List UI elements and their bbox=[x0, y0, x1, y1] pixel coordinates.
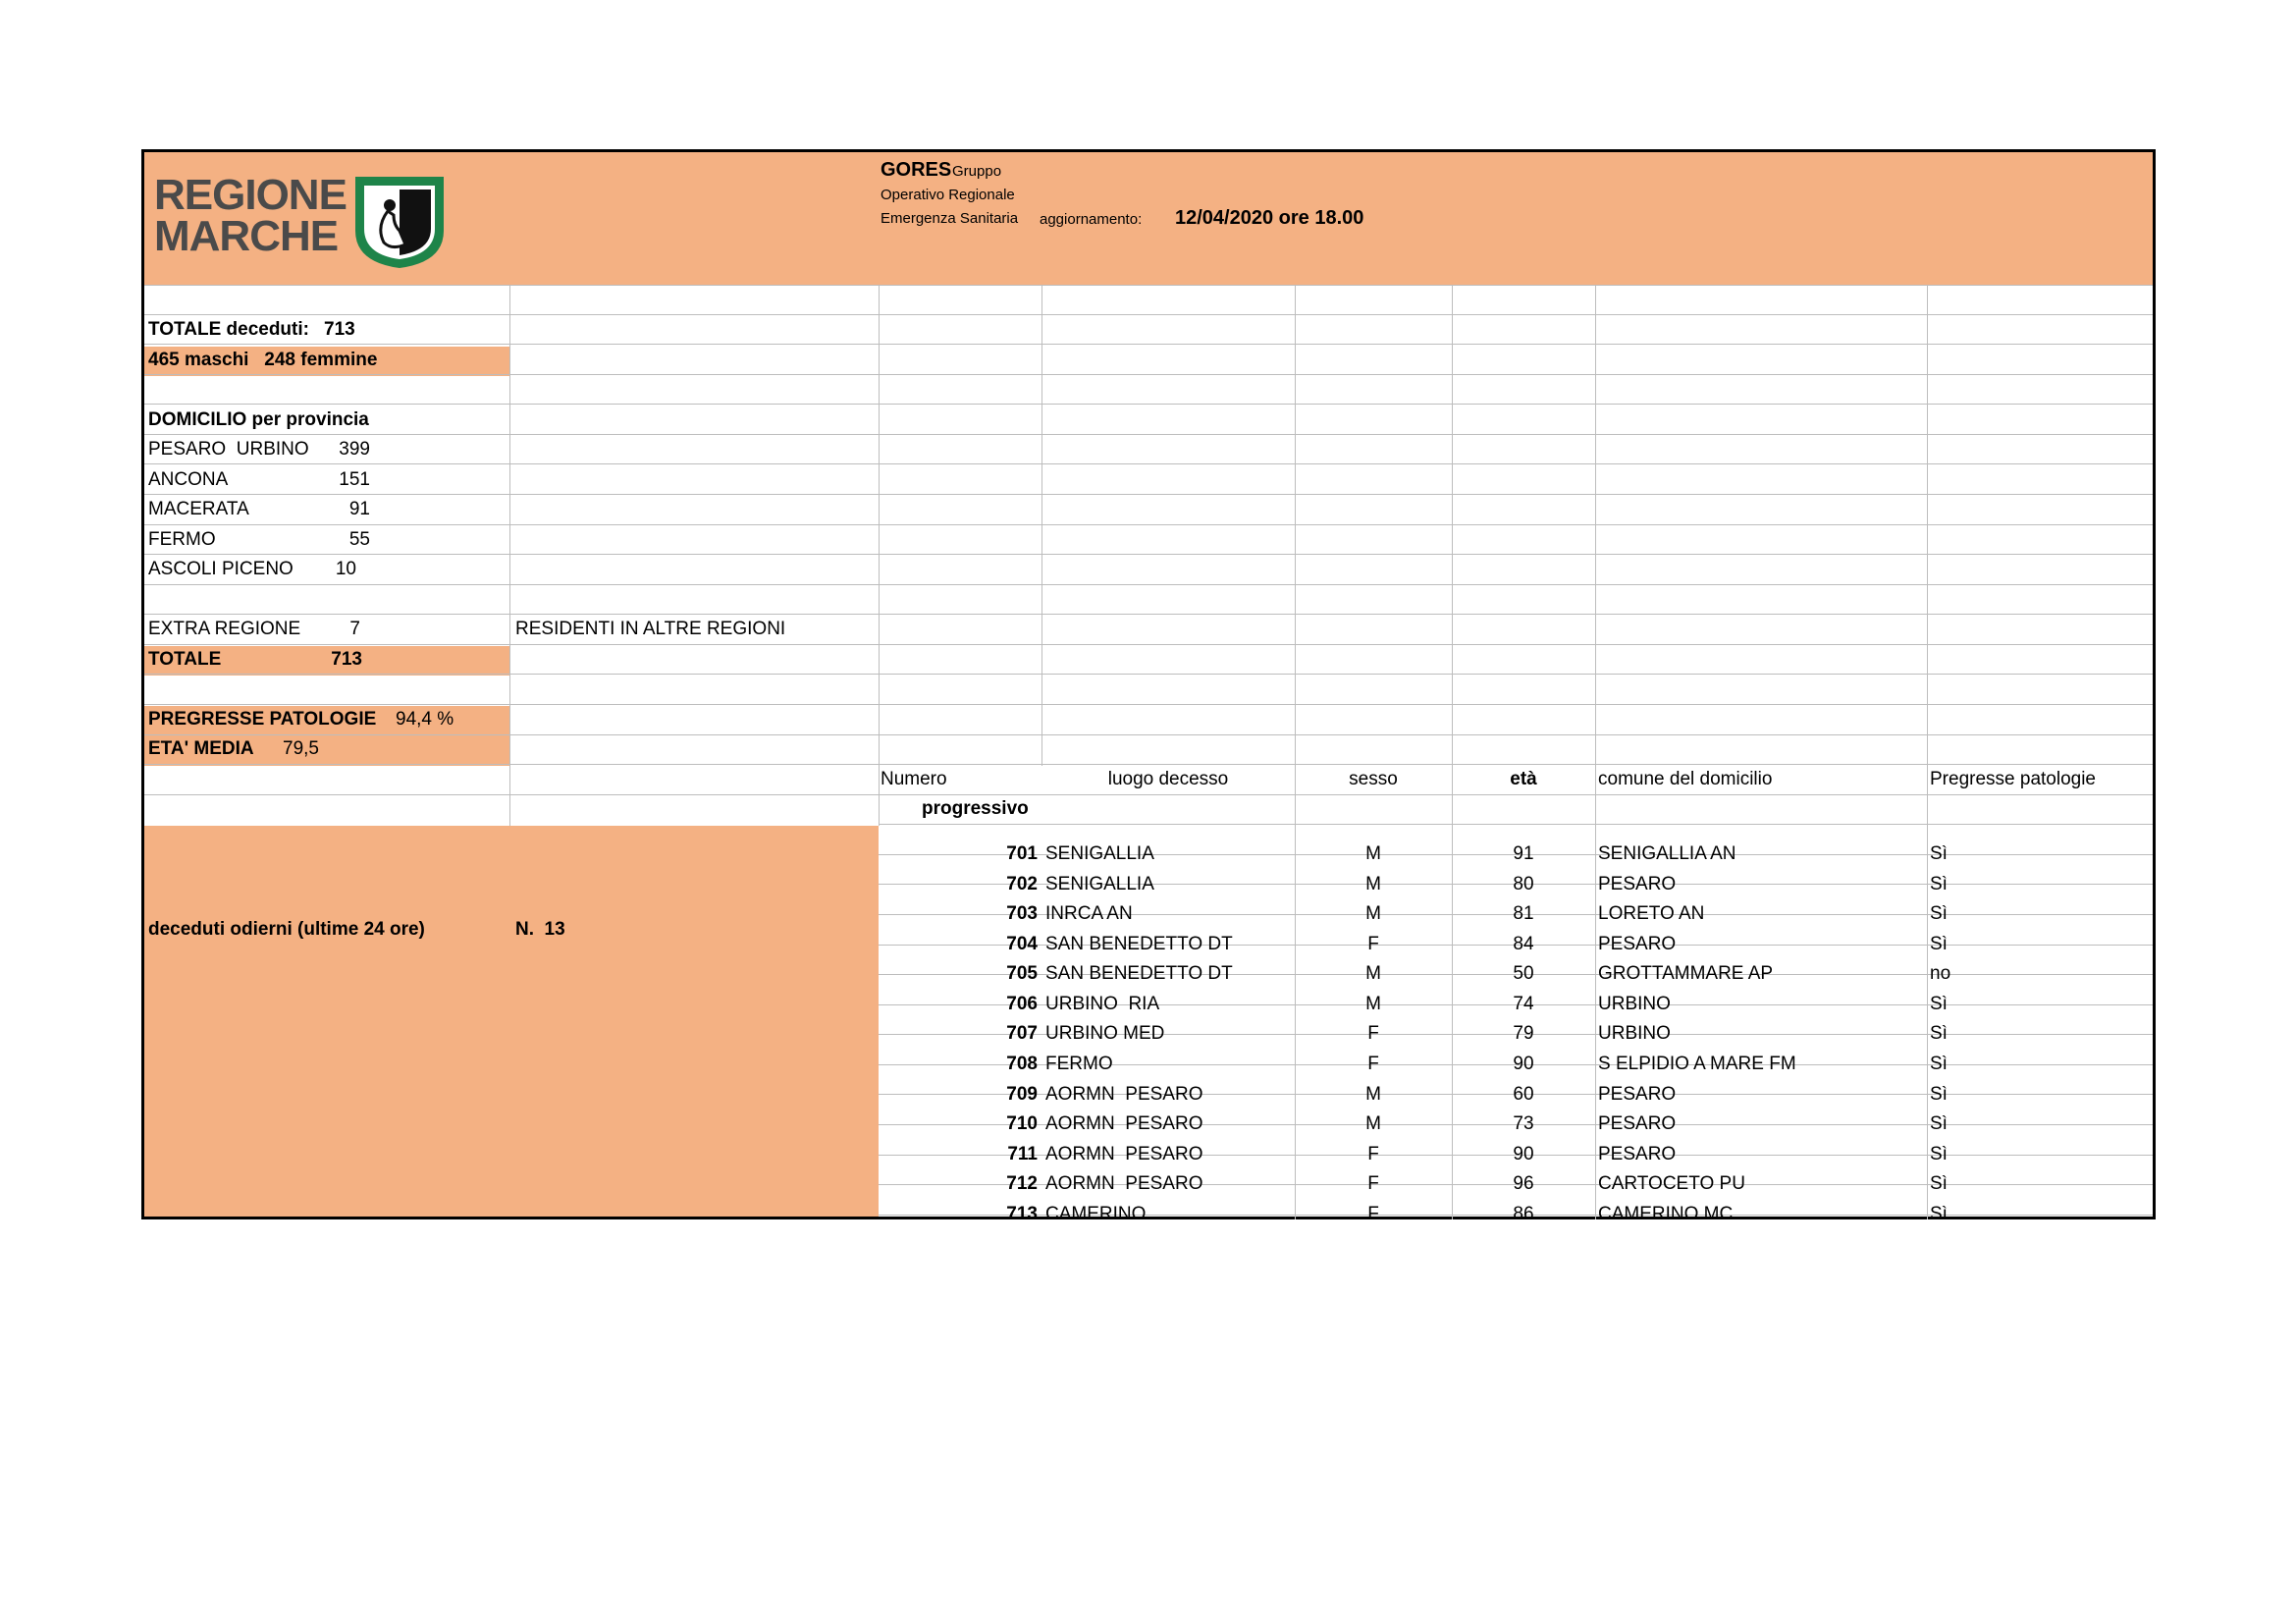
cell-patologie: Sì bbox=[1930, 1054, 1948, 1074]
cell-eta: 86 bbox=[1513, 1204, 1534, 1224]
extra-value: 7 bbox=[349, 619, 360, 639]
grid-row-line bbox=[144, 404, 2153, 405]
cell-sesso: M bbox=[1365, 1084, 1381, 1105]
header-luogo: luogo decesso bbox=[1107, 769, 1229, 789]
extra-name: EXTRA REGIONE bbox=[148, 619, 301, 639]
grid-col-line bbox=[1452, 285, 1453, 1219]
eta-value: 79,5 bbox=[283, 738, 319, 759]
grid-row-line bbox=[144, 704, 2153, 705]
grid-row-line bbox=[144, 524, 2153, 525]
header-sesso: sesso bbox=[1349, 769, 1398, 789]
cell-patologie: Sì bbox=[1930, 1023, 1948, 1044]
grid-row-line bbox=[144, 314, 2153, 315]
cell-eta: 80 bbox=[1513, 874, 1534, 894]
org-line3: Emergenza Sanitaria bbox=[881, 210, 1019, 227]
header-numero: Numero bbox=[881, 769, 947, 789]
domicilio-title: DOMICILIO per provincia bbox=[148, 409, 369, 430]
province-value: 55 bbox=[348, 529, 370, 550]
cell-comune: PESARO bbox=[1598, 1144, 1677, 1164]
totale-label: TOTALE deceduti: bbox=[148, 319, 309, 340]
cell-patologie: Sì bbox=[1930, 1144, 1948, 1164]
cell-sesso: F bbox=[1367, 1173, 1379, 1194]
cell-eta: 96 bbox=[1513, 1173, 1534, 1194]
cell-sesso: M bbox=[1365, 843, 1381, 864]
header-eta: età bbox=[1510, 769, 1537, 789]
cell-sesso: F bbox=[1367, 1204, 1379, 1224]
province-name: MACERATA bbox=[148, 499, 249, 519]
cell-luogo: URBINO MED bbox=[1045, 1023, 1165, 1044]
patologie-label: PREGRESSE PATOLOGIE bbox=[148, 709, 377, 730]
cell-sesso: F bbox=[1367, 1054, 1379, 1074]
totale2-value: 713 bbox=[331, 649, 362, 670]
cell-numero: 707 bbox=[1006, 1023, 1038, 1044]
cell-numero: 710 bbox=[1006, 1113, 1038, 1134]
grid-col-line bbox=[1927, 285, 1928, 1219]
cell-sesso: M bbox=[1365, 994, 1381, 1014]
cell-eta: 84 bbox=[1513, 934, 1534, 954]
grid-row-line bbox=[144, 374, 2153, 375]
cell-eta: 73 bbox=[1513, 1113, 1534, 1134]
cell-comune: SENIGALLIA AN bbox=[1598, 843, 1736, 864]
cell-numero: 701 bbox=[1006, 843, 1038, 864]
cell-sesso: M bbox=[1365, 963, 1381, 984]
logo-text-line2: MARCHE bbox=[154, 212, 339, 260]
update-label: aggiornamento: bbox=[1040, 211, 1143, 228]
cell-patologie: Sì bbox=[1930, 1204, 1948, 1224]
cell-luogo: AORMN PESARO bbox=[1045, 1144, 1203, 1164]
cell-comune: PESARO bbox=[1598, 874, 1677, 894]
cell-sesso: M bbox=[1365, 1113, 1381, 1134]
grid-col-line bbox=[1295, 285, 1296, 1219]
cell-sesso: F bbox=[1367, 934, 1379, 954]
province-name: ANCONA bbox=[148, 469, 229, 490]
grid-row-line bbox=[144, 494, 2153, 495]
cell-eta: 90 bbox=[1513, 1144, 1534, 1164]
cell-comune: S ELPIDIO A MARE FM bbox=[1598, 1054, 1796, 1074]
totale2-label: TOTALE bbox=[148, 649, 222, 670]
cell-luogo: AORMN PESARO bbox=[1045, 1084, 1203, 1105]
province-value: 10 bbox=[335, 559, 356, 579]
cell-eta: 74 bbox=[1513, 994, 1534, 1014]
grid-row-line bbox=[144, 764, 2153, 765]
cell-numero: 702 bbox=[1006, 874, 1038, 894]
cell-sesso: F bbox=[1367, 1144, 1379, 1164]
cell-comune: URBINO bbox=[1598, 994, 1671, 1014]
region-shield-icon bbox=[350, 172, 449, 270]
grid-row-line bbox=[144, 344, 2153, 345]
cell-comune: LORETO AN bbox=[1598, 903, 1705, 924]
org-suffix: Gruppo bbox=[952, 163, 1002, 180]
spreadsheet bbox=[141, 149, 2156, 1224]
province-value: 91 bbox=[348, 499, 370, 519]
grid-row-line bbox=[144, 734, 2153, 735]
province-value: 151 bbox=[339, 469, 370, 490]
org-name: GORES bbox=[881, 159, 952, 181]
grid-row-line bbox=[144, 285, 2153, 286]
cell-comune: URBINO bbox=[1598, 1023, 1671, 1044]
cell-luogo: AORMN PESARO bbox=[1045, 1113, 1203, 1134]
grid-row-line bbox=[144, 794, 2153, 795]
grid-row-line bbox=[144, 584, 2153, 585]
cell-comune: CAMERINO MC bbox=[1598, 1204, 1734, 1224]
cell-luogo: SAN BENEDETTO DT bbox=[1045, 934, 1233, 954]
province-name: FERMO bbox=[148, 529, 216, 550]
grid-col-line bbox=[509, 285, 510, 826]
grid-col-line bbox=[1041, 285, 1042, 766]
cell-comune: PESARO bbox=[1598, 1113, 1677, 1134]
grid-row-line bbox=[144, 463, 2153, 464]
grid-col-line bbox=[879, 285, 880, 826]
patologie-value: 94,4 % bbox=[396, 709, 454, 730]
cell-numero: 706 bbox=[1006, 994, 1038, 1014]
cell-numero: 708 bbox=[1006, 1054, 1038, 1074]
gender-line: 465 maschi 248 femmine bbox=[148, 350, 378, 370]
cell-patologie: Sì bbox=[1930, 903, 1948, 924]
header-comune: comune del domicilio bbox=[1598, 769, 1773, 789]
cell-numero: 703 bbox=[1006, 903, 1038, 924]
grid-row-line bbox=[144, 614, 2153, 615]
cell-patologie: no bbox=[1930, 963, 1951, 984]
eta-label: ETA' MEDIA bbox=[148, 738, 254, 759]
cell-sesso: M bbox=[1365, 903, 1381, 924]
org-line2: Operativo Regionale bbox=[881, 187, 1015, 203]
cell-luogo: SENIGALLIA bbox=[1045, 874, 1154, 894]
odierni-label: deceduti odierni (ultime 24 ore) bbox=[148, 919, 425, 940]
grid-row-line bbox=[144, 554, 2153, 555]
cell-numero: 713 bbox=[1006, 1204, 1038, 1224]
logo-text-line1: REGIONE bbox=[154, 171, 347, 219]
update-value: 12/04/2020 ore 18.00 bbox=[1175, 207, 1364, 229]
cell-numero: 711 bbox=[1007, 1144, 1038, 1164]
cell-comune: GROTTAMMARE AP bbox=[1598, 963, 1774, 984]
cell-comune: CARTOCETO PU bbox=[1598, 1173, 1745, 1194]
grid-row-line bbox=[144, 644, 2153, 645]
extra-note: RESIDENTI IN ALTRE REGIONI bbox=[515, 619, 786, 639]
province-name: ASCOLI PICENO bbox=[148, 559, 294, 579]
totale-value: 713 bbox=[324, 319, 355, 340]
cell-luogo: SAN BENEDETTO DT bbox=[1045, 963, 1233, 984]
cell-comune: PESARO bbox=[1598, 1084, 1677, 1105]
header-patologie: Pregresse patologie bbox=[1930, 769, 2096, 789]
grid-row-line bbox=[144, 434, 2153, 435]
cell-eta: 60 bbox=[1513, 1084, 1534, 1105]
header-progressivo: progressivo bbox=[922, 798, 1029, 819]
cell-eta: 81 bbox=[1513, 903, 1534, 924]
cell-patologie: Sì bbox=[1930, 994, 1948, 1014]
cell-sesso: F bbox=[1367, 1023, 1379, 1044]
region-logo bbox=[154, 162, 449, 270]
cell-luogo: CAMERINO bbox=[1045, 1204, 1147, 1224]
cell-luogo: AORMN PESARO bbox=[1045, 1173, 1203, 1194]
odierni-value: N. 13 bbox=[515, 919, 565, 940]
cell-numero: 705 bbox=[1006, 963, 1038, 984]
cell-luogo: INRCA AN bbox=[1045, 903, 1133, 924]
cell-numero: 712 bbox=[1006, 1173, 1038, 1194]
province-value: 399 bbox=[339, 439, 370, 460]
cell-eta: 50 bbox=[1513, 963, 1534, 984]
cell-luogo: URBINO RIA bbox=[1045, 994, 1160, 1014]
cell-sesso: M bbox=[1365, 874, 1381, 894]
cell-numero: 704 bbox=[1006, 934, 1038, 954]
cell-luogo: SENIGALLIA bbox=[1045, 843, 1154, 864]
cell-patologie: Sì bbox=[1930, 874, 1948, 894]
province-name: PESARO URBINO bbox=[148, 439, 309, 460]
grid-row-line bbox=[144, 674, 2153, 675]
cell-patologie: Sì bbox=[1930, 1113, 1948, 1134]
cell-eta: 90 bbox=[1513, 1054, 1534, 1074]
cell-comune: PESARO bbox=[1598, 934, 1677, 954]
cell-luogo: FERMO bbox=[1045, 1054, 1113, 1074]
cell-patologie: Sì bbox=[1930, 934, 1948, 954]
cell-patologie: Sì bbox=[1930, 1173, 1948, 1194]
grid-col-line bbox=[1595, 285, 1596, 1219]
cell-numero: 709 bbox=[1006, 1084, 1038, 1105]
cell-patologie: Sì bbox=[1930, 1084, 1948, 1105]
cell-eta: 79 bbox=[1513, 1023, 1534, 1044]
grid-row-line bbox=[879, 824, 2153, 825]
cell-eta: 91 bbox=[1513, 843, 1534, 864]
cell-patologie: Sì bbox=[1930, 843, 1948, 864]
odierni-block bbox=[144, 826, 879, 1217]
